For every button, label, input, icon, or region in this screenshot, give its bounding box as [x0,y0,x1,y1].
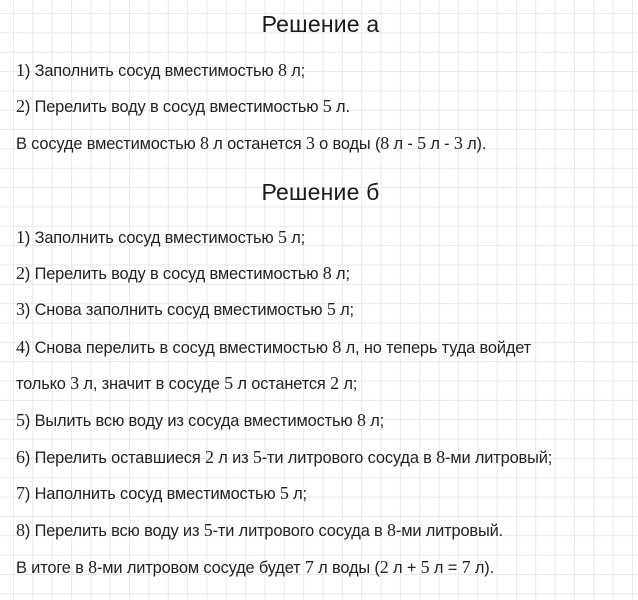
solution-b-step-3: 3) Снова заполнить сосуд вместимостью 5 л; [16,299,354,319]
step-number: 2 [16,263,25,283]
solution-a-step-2: 2) Перелить воду в сосуд вместимостью 5 л. [16,96,350,116]
solution-b-step-2: 2) Перелить воду в сосуд вместимостью 8 л; [16,263,350,283]
solution-b-step-1: 1) Заполнить сосуд вместимостью 5 л; [16,227,306,247]
solution-a-conclusion: В сосуде вместимостью 8 л останется 3 о воды (8 л - 5 л - 3 л). [16,133,487,153]
solution-b-step-4-continued: только 3 л, значит в сосуде 5 л останется 2 л; [16,373,358,393]
solution-b-step-6: 6) Перелить оставшиеся 2 л из 5-ти литрового сосуда в 8-ми литровый; [16,447,553,467]
step-number: 4 [16,337,25,357]
step-number: 3 [16,299,25,319]
solution-a-title: Решение а [261,11,380,37]
step-number: 8 [16,520,25,540]
solution-b-title: Решение б [261,179,380,205]
solution-b-conclusion: В итоге в 8-ми литровом сосуде будет 7 л воды (2 л + 5 л = 7 л). [16,557,494,577]
solution-b-step-8: 8) Перелить всю воду из 5-ти литрового сосуда в 8-ми литровый. [16,520,504,540]
step-number: 7 [16,483,25,503]
solution-a-step-1: 1) Заполнить сосуд вместимостью 8 л; [16,60,306,80]
step-number: 2 [16,96,25,116]
solution-b-step-4: 4) Снова перелить в сосуд вместимостью 8 л, но теперь туда войдет [16,337,532,357]
step-number: 1 [16,60,25,80]
solution-b-step-7: 7) Наполнить сосуд вместимостью 5 л; [16,483,307,503]
solution-b-step-5: 5) Вылить всю воду из сосуда вместимостью 8 л; [16,410,385,430]
step-number: 1 [16,227,25,247]
step-number: 5 [16,410,25,430]
step-number: 6 [16,447,25,467]
